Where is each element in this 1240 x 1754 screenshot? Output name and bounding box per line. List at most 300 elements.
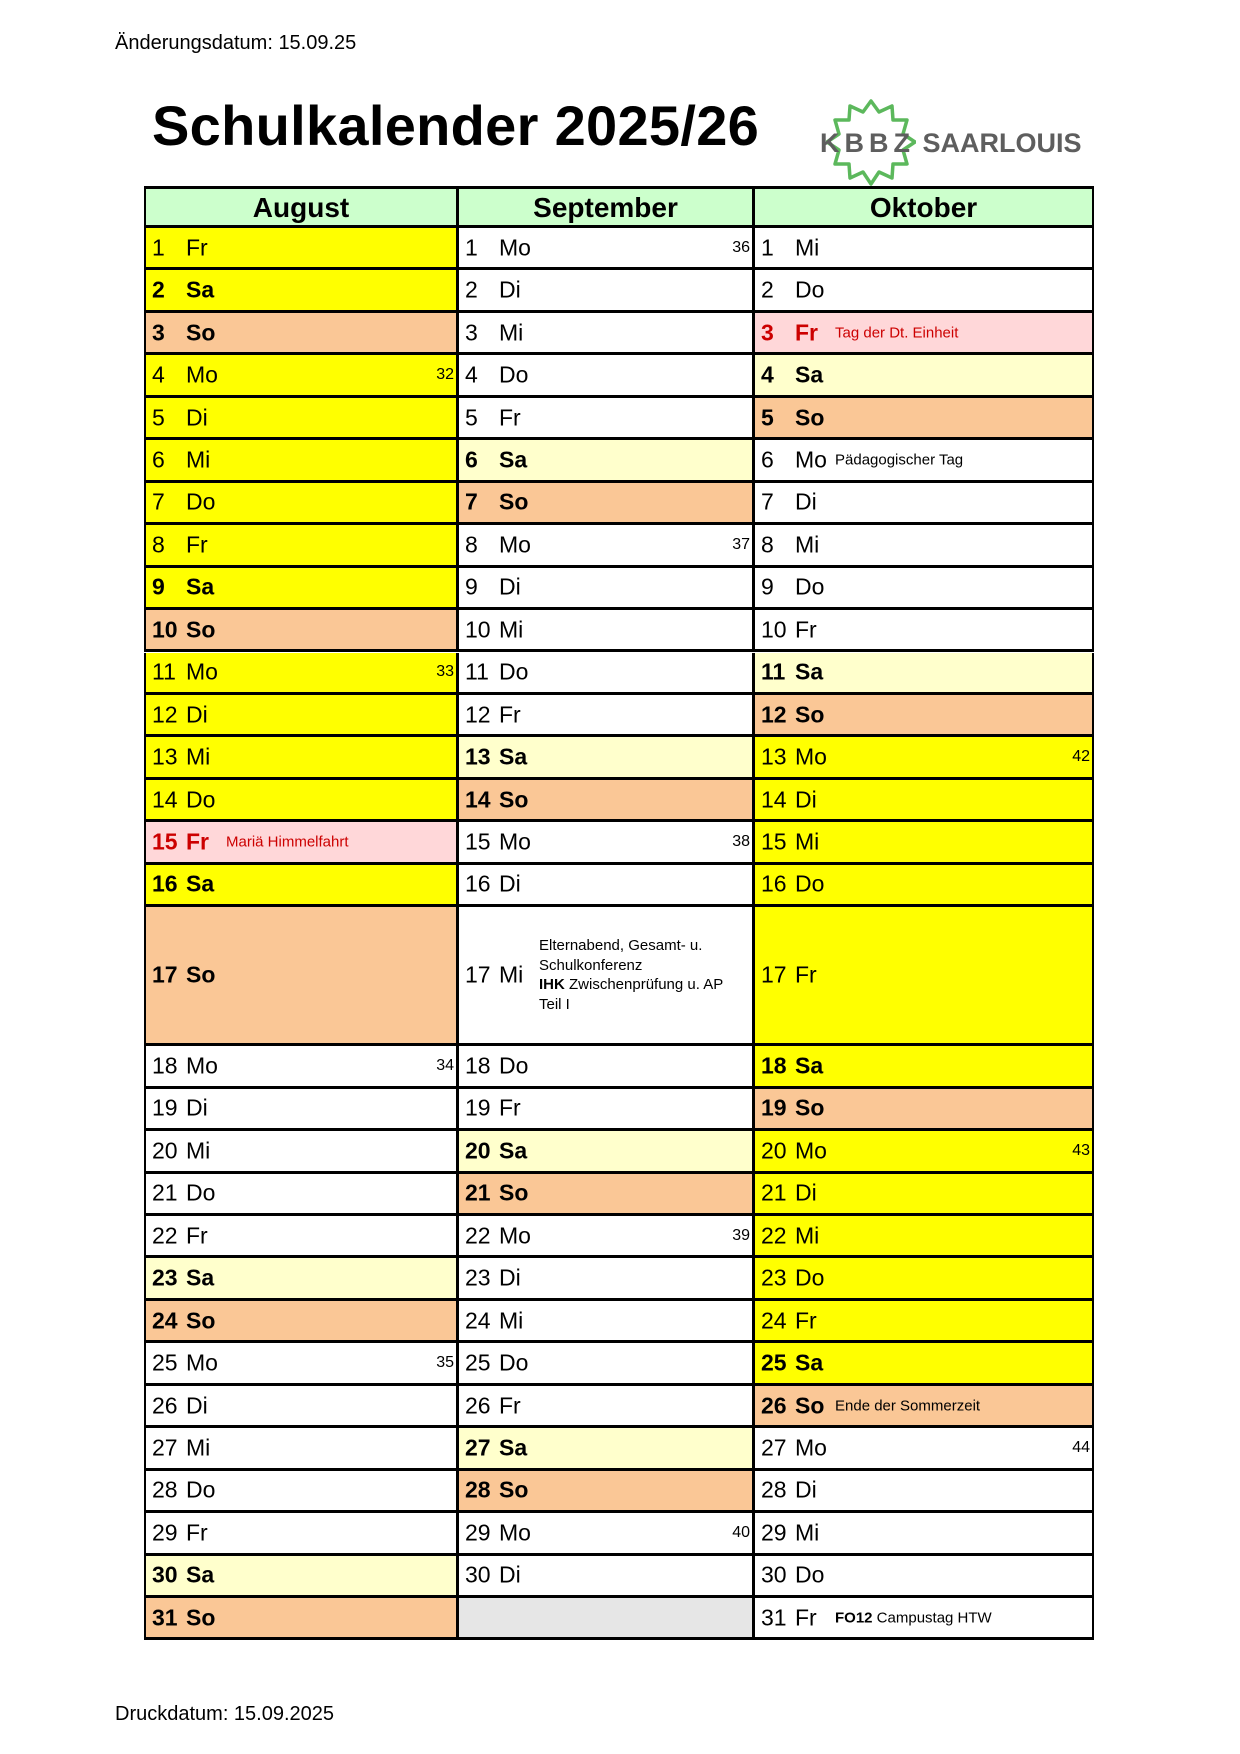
day-number: 4 (152, 361, 165, 388)
weekday: Do (499, 658, 529, 685)
day-row (457, 1471, 753, 1513)
note-bold: IHK (539, 976, 565, 994)
weekday: Fr (499, 701, 521, 728)
weekday: Mo (795, 1137, 827, 1164)
day-number: 25 (761, 1349, 787, 1376)
day-row (144, 313, 457, 355)
day-row (144, 1598, 457, 1640)
weekday: So (499, 1476, 529, 1503)
day-number: 3 (465, 319, 478, 346)
day-number: 12 (152, 701, 178, 728)
day-row (753, 1301, 1094, 1343)
day-note: Tag der Dt. Einheit (835, 323, 959, 341)
day-row (144, 737, 457, 779)
weekday: Mi (795, 531, 820, 558)
weekday: Fr (795, 961, 817, 988)
weekday: Mi (499, 1307, 524, 1334)
day-number: 5 (465, 404, 478, 431)
weekday: Di (499, 1561, 521, 1588)
weekday: Sa (795, 658, 824, 685)
weekday: Mo (186, 1349, 218, 1376)
weekday: Sa (795, 361, 824, 388)
weekday: Mi (499, 616, 524, 643)
day-row (144, 1471, 457, 1513)
week-number: 39 (732, 1226, 750, 1244)
day-row (753, 780, 1094, 822)
weekday: Sa (499, 1434, 528, 1461)
day-number: 19 (152, 1094, 178, 1121)
day-number: 9 (465, 573, 478, 600)
weekday: Di (795, 488, 817, 515)
weekday: Sa (186, 1561, 215, 1588)
day-row (753, 483, 1094, 525)
month-header: September (457, 186, 753, 228)
day-number: 12 (761, 701, 787, 728)
day-row (457, 1089, 753, 1131)
day-number: 27 (465, 1434, 491, 1461)
logo-saarlouis: SAARLOUIS (922, 128, 1082, 158)
day-row (753, 440, 1094, 482)
month-header: Oktober (753, 186, 1094, 228)
day-number: 6 (761, 446, 774, 473)
weekday: Do (186, 1179, 216, 1206)
week-number: 37 (732, 535, 750, 553)
weekday: Sa (795, 1052, 824, 1079)
weekday: So (186, 319, 216, 346)
weekday: Do (795, 573, 825, 600)
weekday: Di (499, 870, 521, 897)
weekday: Sa (186, 573, 215, 600)
day-row (457, 1174, 753, 1216)
day-row (144, 822, 457, 864)
day-number: 6 (465, 446, 478, 473)
day-row (144, 780, 457, 822)
weekday: Sa (186, 870, 215, 897)
day-number: 15 (152, 828, 178, 855)
day-row (753, 907, 1094, 1046)
weekday: So (795, 1094, 825, 1121)
day-row (753, 228, 1094, 270)
day-row (457, 355, 753, 397)
weekday: Di (499, 276, 521, 303)
day-number: 3 (152, 319, 165, 346)
day-row (457, 483, 753, 525)
day-row (457, 1301, 753, 1343)
day-number: 25 (465, 1349, 491, 1376)
school-logo (812, 98, 1092, 188)
day-note (835, 1608, 1088, 1628)
weekday: Mo (499, 531, 531, 558)
weekday: Mo (795, 446, 827, 473)
weekday: Fr (499, 404, 521, 431)
day-number: 9 (761, 573, 774, 600)
day-row (144, 440, 457, 482)
weekday: Di (795, 1476, 817, 1503)
weekday: Mo (795, 1434, 827, 1461)
week-number: 42 (1072, 748, 1090, 766)
weekday: Do (186, 488, 216, 515)
weekday: So (186, 1307, 216, 1334)
day-number: 13 (761, 743, 787, 770)
day-number: 30 (761, 1561, 787, 1588)
month-column-oktober (753, 186, 1094, 1639)
day-row (753, 270, 1094, 312)
weekday: Mi (795, 234, 820, 261)
day-number: 21 (465, 1179, 491, 1206)
day-row (144, 1428, 457, 1470)
day-number: 10 (152, 616, 178, 643)
note-text: Elternabend, Gesamt- u. Schulkonferenz (539, 937, 703, 974)
weekday: Fr (186, 1519, 208, 1546)
day-number: 7 (152, 488, 165, 515)
day-number: 8 (152, 531, 165, 558)
weekday: Mi (186, 446, 211, 473)
weekday: Do (795, 1264, 825, 1291)
day-number: 28 (761, 1476, 787, 1503)
day-row (144, 270, 457, 312)
weekday: Fr (795, 319, 818, 346)
weekday: Sa (499, 1137, 528, 1164)
weekday: So (499, 786, 529, 813)
day-number: 15 (761, 828, 787, 855)
day-number: 1 (761, 234, 774, 261)
day-row (753, 653, 1094, 695)
day-number: 14 (152, 786, 178, 813)
weekday: Do (499, 361, 529, 388)
day-number: 11 (761, 658, 786, 685)
note-bold: FO12 (835, 1609, 873, 1627)
weekday: Di (499, 573, 521, 600)
day-row (753, 1386, 1094, 1428)
day-number: 20 (761, 1137, 787, 1164)
day-row (144, 1174, 457, 1216)
day-row (457, 228, 753, 270)
day-note (539, 936, 748, 1014)
day-row (144, 1301, 457, 1343)
day-row (753, 1471, 1094, 1513)
weekday: Mi (499, 319, 524, 346)
weekday: Di (186, 1094, 208, 1121)
day-number: 24 (761, 1307, 787, 1334)
weekday: Fr (795, 616, 817, 643)
week-number: 35 (436, 1354, 454, 1372)
day-row (457, 610, 753, 652)
page-title: Schulkalender 2025/26 (152, 94, 760, 157)
day-number: 2 (761, 276, 774, 303)
weekday: Fr (795, 1307, 817, 1334)
weekday: So (186, 961, 216, 988)
weekday: Fr (499, 1392, 521, 1419)
day-number: 28 (152, 1476, 178, 1503)
day-row (457, 568, 753, 610)
weekday: Mo (499, 1222, 531, 1249)
day-number: 5 (761, 404, 774, 431)
weekday: Mi (186, 1137, 211, 1164)
day-number: 11 (152, 658, 176, 685)
day-number: 21 (152, 1179, 178, 1206)
day-number: 20 (152, 1137, 178, 1164)
weekday: Mo (186, 658, 218, 685)
day-row (753, 398, 1094, 440)
day-row (144, 1343, 457, 1385)
day-row (457, 1428, 753, 1470)
day-row (144, 1513, 457, 1555)
day-row (457, 822, 753, 864)
day-row (457, 398, 753, 440)
day-row (144, 1046, 457, 1088)
day-row (457, 1131, 753, 1173)
day-row (144, 865, 457, 907)
weekday: Fr (186, 828, 209, 855)
day-row (144, 1089, 457, 1131)
day-number: 2 (152, 276, 165, 303)
week-number: 34 (436, 1056, 454, 1074)
day-number: 13 (465, 743, 491, 770)
weekday: Do (795, 276, 825, 303)
day-number: 28 (465, 1476, 491, 1503)
day-number: 27 (152, 1434, 178, 1461)
day-number: 16 (152, 870, 178, 897)
day-row (144, 355, 457, 397)
weekday: Do (499, 1349, 529, 1376)
day-row (753, 1174, 1094, 1216)
weekday: Mi (795, 1222, 820, 1249)
day-row (753, 525, 1094, 567)
day-number: 29 (761, 1519, 787, 1546)
day-row (457, 1216, 753, 1258)
day-row (753, 1598, 1094, 1640)
day-number: 25 (152, 1349, 178, 1376)
day-row (144, 228, 457, 270)
weekday: So (795, 701, 825, 728)
day-number: 30 (465, 1561, 491, 1588)
day-number: 31 (761, 1604, 787, 1631)
day-number: 19 (761, 1094, 787, 1121)
weekday: Sa (186, 1264, 215, 1291)
day-row (457, 1386, 753, 1428)
day-number: 24 (152, 1307, 178, 1334)
day-number: 19 (465, 1094, 491, 1121)
day-number: 16 (761, 870, 787, 897)
weekday: Di (499, 1264, 521, 1291)
day-note: Pädagogischer Tag (835, 451, 964, 469)
week-number: 44 (1072, 1438, 1090, 1456)
weekday: Di (795, 1179, 817, 1206)
day-number: 10 (761, 616, 787, 643)
day-number: 7 (465, 488, 478, 515)
day-number: 31 (152, 1604, 178, 1631)
day-number: 9 (152, 573, 165, 600)
day-number: 21 (761, 1179, 787, 1206)
day-number: 23 (465, 1264, 491, 1291)
weekday: Mo (499, 234, 531, 261)
day-row (753, 568, 1094, 610)
day-number: 7 (761, 488, 774, 515)
weekday: Mi (499, 961, 524, 988)
day-number: 2 (465, 276, 478, 303)
weekday: Fr (186, 234, 208, 261)
day-row (144, 1258, 457, 1300)
change-date: Änderungsdatum: 15.09.25 (115, 32, 357, 54)
day-number: 16 (465, 870, 491, 897)
day-number: 18 (761, 1052, 787, 1079)
weekday: So (499, 488, 529, 515)
day-row (144, 1556, 457, 1598)
day-row (144, 525, 457, 567)
day-number: 6 (152, 446, 165, 473)
day-number: 27 (761, 1434, 787, 1461)
day-row (753, 695, 1094, 737)
day-row (457, 1258, 753, 1300)
weekday: Di (186, 1392, 208, 1419)
day-number: 5 (152, 404, 165, 431)
day-number: 4 (761, 361, 774, 388)
week-number: 43 (1072, 1141, 1090, 1159)
day-row (144, 1131, 457, 1173)
day-number: 20 (465, 1137, 491, 1164)
weekday: Sa (186, 276, 215, 303)
week-number: 32 (436, 366, 454, 384)
day-row (457, 907, 753, 1046)
month-column-august (144, 186, 457, 1639)
weekday: Mo (499, 1519, 531, 1546)
weekday: Mi (186, 743, 211, 770)
weekday: Di (186, 701, 208, 728)
weekday: Sa (499, 446, 528, 473)
day-row (144, 568, 457, 610)
day-row (753, 1343, 1094, 1385)
day-row (457, 270, 753, 312)
note-text: Zwischenprüfung u. AP Teil I (539, 976, 723, 1013)
weekday: Fr (186, 1222, 208, 1249)
note-line (835, 1608, 1088, 1628)
day-number: 29 (465, 1519, 491, 1546)
logo-kbbz: KBBZ (820, 128, 915, 158)
day-note: Mariä Himmelfahrt (226, 833, 349, 851)
day-row (144, 610, 457, 652)
weekday: Sa (795, 1349, 824, 1376)
day-row (753, 865, 1094, 907)
day-number: 22 (761, 1222, 787, 1249)
day-number: 8 (465, 531, 478, 558)
day-number: 22 (152, 1222, 178, 1249)
day-row (457, 1556, 753, 1598)
weekday: Fr (186, 531, 208, 558)
day-number: 26 (761, 1392, 787, 1419)
month-header: August (144, 186, 457, 228)
day-number: 3 (761, 319, 774, 346)
week-number: 38 (732, 833, 750, 851)
day-number: 1 (465, 234, 478, 261)
weekday: So (186, 1604, 216, 1631)
day-number: 17 (761, 961, 787, 988)
day-row (753, 1258, 1094, 1300)
weekday: So (499, 1179, 529, 1206)
day-number: 29 (152, 1519, 178, 1546)
day-row (753, 1428, 1094, 1470)
day-number: 12 (465, 701, 491, 728)
weekday: Mo (499, 828, 531, 855)
weekday: Sa (499, 743, 528, 770)
weekday: Mi (795, 828, 820, 855)
day-number: 17 (465, 961, 491, 988)
day-row (457, 865, 753, 907)
day-number: 23 (761, 1264, 787, 1291)
day-row (457, 1513, 753, 1555)
month-column-september (457, 186, 753, 1639)
day-row (457, 1046, 753, 1088)
day-row (753, 1216, 1094, 1258)
day-row (753, 313, 1094, 355)
day-row (753, 1089, 1094, 1131)
day-row (144, 695, 457, 737)
weekday: Fr (795, 1604, 817, 1631)
day-number: 15 (465, 828, 491, 855)
weekday: Do (186, 1476, 216, 1503)
day-number: 14 (761, 786, 787, 813)
day-number: 8 (761, 531, 774, 558)
note-line (539, 975, 748, 1014)
day-number: 22 (465, 1222, 491, 1249)
print-date: Druckdatum: 15.09.2025 (115, 1703, 335, 1725)
note-line (539, 936, 748, 975)
day-number: 1 (152, 234, 165, 261)
day-row (457, 653, 753, 695)
weekday: Mo (795, 743, 827, 770)
weekday: Mo (186, 361, 218, 388)
day-number: 24 (465, 1307, 491, 1334)
day-number: 26 (152, 1392, 178, 1419)
day-number: 30 (152, 1561, 178, 1588)
day-row (753, 1556, 1094, 1598)
day-number: 23 (152, 1264, 178, 1291)
weekday: Mi (186, 1434, 211, 1461)
day-row (457, 1598, 753, 1640)
day-row (144, 398, 457, 440)
day-row (457, 737, 753, 779)
day-row (457, 1343, 753, 1385)
day-row (753, 822, 1094, 864)
day-number: 11 (465, 658, 489, 685)
day-number: 14 (465, 786, 491, 813)
day-number: 13 (152, 743, 178, 770)
logo-text (820, 128, 1082, 159)
weekday: Do (795, 1561, 825, 1588)
day-row (753, 1131, 1094, 1173)
day-row (457, 440, 753, 482)
day-row (753, 1046, 1094, 1088)
day-row (144, 653, 457, 695)
day-number: 18 (152, 1052, 178, 1079)
day-row (753, 1513, 1094, 1555)
day-row (144, 483, 457, 525)
weekday: Do (795, 870, 825, 897)
day-number: 17 (152, 961, 178, 988)
weekday: Mi (795, 1519, 820, 1546)
day-number: 18 (465, 1052, 491, 1079)
day-row (457, 780, 753, 822)
weekday: Di (186, 404, 208, 431)
day-row (753, 355, 1094, 397)
day-note: Ende der Sommerzeit (835, 1396, 981, 1414)
day-row (753, 610, 1094, 652)
weekday: Do (499, 1052, 529, 1079)
day-row (144, 1386, 457, 1428)
day-row (457, 525, 753, 567)
calendar-grid (144, 186, 1094, 1639)
day-number: 26 (465, 1392, 491, 1419)
weekday: So (795, 404, 825, 431)
